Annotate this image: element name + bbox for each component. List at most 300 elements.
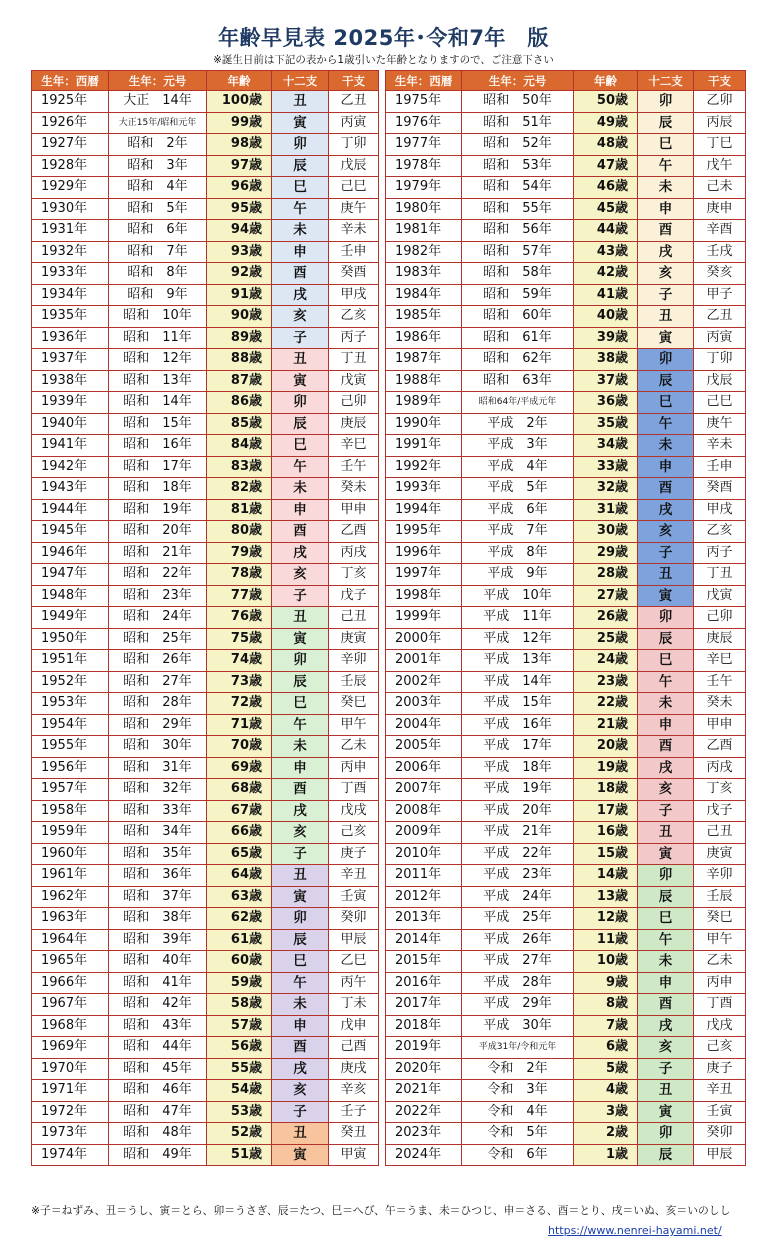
zodiac-cell: 卯 (272, 908, 329, 930)
age-cell: 79歳 (207, 542, 272, 564)
era-year-cell: 平成 30年 (462, 1015, 574, 1037)
table-row (32, 435, 379, 457)
table-row (32, 585, 379, 607)
age-cell: 31歳 (574, 499, 638, 521)
kanshi-cell: 乙未 (694, 951, 746, 973)
table-row (32, 220, 379, 242)
table-row (32, 1101, 379, 1123)
zodiac-cell: 未 (638, 177, 694, 199)
age-cell: 78歳 (207, 564, 272, 586)
kanshi-cell: 庚寅 (694, 843, 746, 865)
era-year-cell: 昭和 11年 (109, 327, 207, 349)
table-row (32, 865, 379, 887)
age-cell: 88歳 (207, 349, 272, 371)
birth-year-cell: 1998年 (386, 585, 462, 607)
birth-year-cell: 1997年 (386, 564, 462, 586)
era-year-cell: 昭和 7年 (109, 241, 207, 263)
table-row (32, 757, 379, 779)
age-cell: 92歳 (207, 263, 272, 285)
birth-year-cell: 1957年 (32, 779, 109, 801)
age-cell: 43歳 (574, 241, 638, 263)
kanshi-cell: 癸未 (694, 693, 746, 715)
table-row (386, 392, 746, 414)
zodiac-cell: 丑 (272, 349, 329, 371)
era-year-cell: 昭和 18年 (109, 478, 207, 500)
birth-year-cell: 2004年 (386, 714, 462, 736)
birth-year-cell: 1945年 (32, 521, 109, 543)
zodiac-cell: 申 (638, 198, 694, 220)
header-gengo: 生年：元号 (462, 71, 574, 91)
zodiac-cell: 未 (272, 994, 329, 1016)
birth-year-cell: 1990年 (386, 413, 462, 435)
kanshi-cell: 戊戌 (694, 1015, 746, 1037)
era-year-cell: 昭和 6年 (109, 220, 207, 242)
era-year-cell: 昭和 50年 (462, 91, 574, 113)
table-row (32, 671, 379, 693)
table-row (386, 564, 746, 586)
era-year-cell: 平成 5年 (462, 478, 574, 500)
age-cell: 48歳 (574, 134, 638, 156)
era-year-cell: 昭和 20年 (109, 521, 207, 543)
table-row (386, 714, 746, 736)
zodiac-cell: 未 (272, 736, 329, 758)
birth-year-cell: 2007年 (386, 779, 462, 801)
age-cell: 25歳 (574, 628, 638, 650)
birth-year-cell: 2017年 (386, 994, 462, 1016)
table-row (32, 306, 379, 328)
age-cell: 74歳 (207, 650, 272, 672)
era-year-cell: 昭和 48年 (109, 1123, 207, 1145)
kanshi-cell: 癸酉 (329, 263, 379, 285)
zodiac-cell: 辰 (638, 628, 694, 650)
era-year-cell: 平成 29年 (462, 994, 574, 1016)
era-year-cell: 昭和 54年 (462, 177, 574, 199)
age-cell: 95歳 (207, 198, 272, 220)
zodiac-cell: 辰 (272, 413, 329, 435)
kanshi-cell: 甲申 (329, 499, 379, 521)
era-year-cell: 昭和 22年 (109, 564, 207, 586)
era-year-cell: 令和 4年 (462, 1101, 574, 1123)
zodiac-cell: 申 (272, 499, 329, 521)
kanshi-cell: 庚子 (329, 843, 379, 865)
age-cell: 66歳 (207, 822, 272, 844)
kanshi-cell: 戊辰 (329, 155, 379, 177)
table-row (32, 693, 379, 715)
birth-year-cell: 1929年 (32, 177, 109, 199)
zodiac-cell: 丑 (272, 91, 329, 113)
kanshi-cell: 丙寅 (694, 327, 746, 349)
zodiac-cell: 辰 (638, 112, 694, 134)
zodiac-cell: 酉 (272, 1037, 329, 1059)
birth-year-cell: 1943年 (32, 478, 109, 500)
kanshi-cell: 戊午 (694, 155, 746, 177)
age-cell: 40歳 (574, 306, 638, 328)
era-year-cell: 昭和 33年 (109, 800, 207, 822)
kanshi-cell: 辛卯 (694, 865, 746, 887)
table-row (32, 521, 379, 543)
zodiac-cell: 酉 (638, 478, 694, 500)
zodiac-cell: 戌 (638, 757, 694, 779)
era-year-cell: 昭和 21年 (109, 542, 207, 564)
era-year-cell: 昭和 52年 (462, 134, 574, 156)
zodiac-cell: 寅 (272, 886, 329, 908)
birth-year-cell: 2009年 (386, 822, 462, 844)
kanshi-cell: 辛亥 (329, 1080, 379, 1102)
era-year-cell: 平成 18年 (462, 757, 574, 779)
era-year-cell: 昭和 24年 (109, 607, 207, 629)
header-age: 年齢 (574, 71, 638, 91)
age-cell: 80歳 (207, 521, 272, 543)
era-year-cell: 昭和 47年 (109, 1101, 207, 1123)
era-year-cell: 昭和 43年 (109, 1015, 207, 1037)
zodiac-cell: 午 (638, 155, 694, 177)
birth-year-cell: 2016年 (386, 972, 462, 994)
birth-year-cell: 1977年 (386, 134, 462, 156)
zodiac-cell: 寅 (272, 1144, 329, 1166)
table-row (386, 134, 746, 156)
table-row (32, 908, 379, 930)
kanshi-cell: 乙酉 (329, 521, 379, 543)
age-cell: 76歳 (207, 607, 272, 629)
birth-year-cell: 1968年 (32, 1015, 109, 1037)
birth-year-cell: 1973年 (32, 1123, 109, 1145)
table-row (386, 1037, 746, 1059)
age-cell: 61歳 (207, 929, 272, 951)
age-cell: 58歳 (207, 994, 272, 1016)
table-row (386, 91, 746, 113)
birth-year-cell: 1971年 (32, 1080, 109, 1102)
age-cell: 26歳 (574, 607, 638, 629)
era-year-cell: 平成 17年 (462, 736, 574, 758)
table-row (386, 413, 746, 435)
kanshi-cell: 甲寅 (329, 1144, 379, 1166)
table-row (386, 327, 746, 349)
era-year-cell: 平成 8年 (462, 542, 574, 564)
age-cell: 4歳 (574, 1080, 638, 1102)
zodiac-cell: 丑 (272, 607, 329, 629)
birth-year-cell: 1972年 (32, 1101, 109, 1123)
kanshi-cell: 戊子 (694, 800, 746, 822)
kanshi-cell: 庚申 (694, 198, 746, 220)
zodiac-cell: 子 (272, 1101, 329, 1123)
header-zodiac: 十二支 (272, 71, 329, 91)
birthday-note: ※誕生日前は下記の表から1歳引いた年齢となりますので、ご注意下さい (213, 54, 554, 66)
zodiac-cell: 卯 (638, 91, 694, 113)
kanshi-cell: 己酉 (329, 1037, 379, 1059)
kanshi-cell: 辛未 (694, 435, 746, 457)
era-year-cell: 昭和 37年 (109, 886, 207, 908)
zodiac-cell: 子 (638, 284, 694, 306)
era-year-cell: 平成 27年 (462, 951, 574, 973)
table-row (386, 1123, 746, 1145)
age-cell: 3歳 (574, 1101, 638, 1123)
kanshi-cell: 甲戌 (694, 499, 746, 521)
table-row (386, 757, 746, 779)
kanshi-cell: 辛丑 (329, 865, 379, 887)
age-cell: 52歳 (207, 1123, 272, 1145)
zodiac-cell: 未 (272, 478, 329, 500)
kanshi-cell: 壬申 (694, 456, 746, 478)
table-row (386, 177, 746, 199)
era-year-cell: 昭和 32年 (109, 779, 207, 801)
era-year-cell: 昭和 13年 (109, 370, 207, 392)
zodiac-cell: 申 (272, 757, 329, 779)
table-row (386, 628, 746, 650)
kanshi-cell: 庚辰 (694, 628, 746, 650)
zodiac-cell: 戌 (272, 1058, 329, 1080)
era-year-cell: 昭和 55年 (462, 198, 574, 220)
birth-year-cell: 2008年 (386, 800, 462, 822)
zodiac-cell: 巳 (638, 134, 694, 156)
birth-year-cell: 1936年 (32, 327, 109, 349)
birth-year-cell: 1978年 (386, 155, 462, 177)
table-row (32, 478, 379, 500)
kanshi-cell: 庚辰 (329, 413, 379, 435)
birth-year-cell: 1925年 (32, 91, 109, 113)
kanshi-cell: 辛卯 (329, 650, 379, 672)
age-cell: 9歳 (574, 972, 638, 994)
birth-year-cell: 1976年 (386, 112, 462, 134)
kanshi-cell: 壬辰 (694, 886, 746, 908)
zodiac-cell: 戌 (638, 499, 694, 521)
age-cell: 38歳 (574, 349, 638, 371)
era-year-cell: 昭和 59年 (462, 284, 574, 306)
kanshi-cell: 癸巳 (694, 908, 746, 930)
zodiac-cell: 未 (272, 220, 329, 242)
zodiac-cell: 戌 (638, 1015, 694, 1037)
era-year-cell: 昭和 57年 (462, 241, 574, 263)
zodiac-cell: 酉 (272, 521, 329, 543)
age-cell: 94歳 (207, 220, 272, 242)
age-cell: 39歳 (574, 327, 638, 349)
birth-year-cell: 1951年 (32, 650, 109, 672)
kanshi-cell: 丁丑 (329, 349, 379, 371)
kanshi-cell: 壬申 (329, 241, 379, 263)
age-cell: 23歳 (574, 671, 638, 693)
age-cell: 77歳 (207, 585, 272, 607)
era-year-cell: 昭和 27年 (109, 671, 207, 693)
age-cell: 54歳 (207, 1080, 272, 1102)
era-year-cell: 令和 5年 (462, 1123, 574, 1145)
era-year-cell: 昭和 53年 (462, 155, 574, 177)
zodiac-cell: 寅 (272, 112, 329, 134)
kanshi-cell: 壬戌 (694, 241, 746, 263)
kanshi-cell: 辛巳 (329, 435, 379, 457)
birth-year-cell: 1935年 (32, 306, 109, 328)
birth-year-cell: 2003年 (386, 693, 462, 715)
age-cell: 69歳 (207, 757, 272, 779)
table-row (32, 886, 379, 908)
age-cell: 56歳 (207, 1037, 272, 1059)
birth-year-cell: 1981年 (386, 220, 462, 242)
age-cell: 21歳 (574, 714, 638, 736)
kanshi-cell: 己丑 (329, 607, 379, 629)
birth-year-cell: 1989年 (386, 392, 462, 414)
birth-year-cell: 1947年 (32, 564, 109, 586)
birth-year-cell: 1953年 (32, 693, 109, 715)
kanshi-cell: 癸未 (329, 478, 379, 500)
age-cell: 51歳 (207, 1144, 272, 1166)
birth-year-cell: 2023年 (386, 1123, 462, 1145)
zodiac-cell: 丑 (638, 1080, 694, 1102)
birth-year-cell: 1942年 (32, 456, 109, 478)
birth-year-cell: 1941年 (32, 435, 109, 457)
age-cell: 7歳 (574, 1015, 638, 1037)
table-row (32, 1058, 379, 1080)
birth-year-cell: 1961年 (32, 865, 109, 887)
table-row (32, 843, 379, 865)
kanshi-cell: 壬午 (694, 671, 746, 693)
header-kanshi: 干支 (329, 71, 379, 91)
birth-year-cell: 1952年 (32, 671, 109, 693)
birth-year-cell: 2002年 (386, 671, 462, 693)
era-year-cell: 昭和 34年 (109, 822, 207, 844)
kanshi-cell: 癸丑 (329, 1123, 379, 1145)
birth-year-cell: 1948年 (32, 585, 109, 607)
birth-year-cell: 1992年 (386, 456, 462, 478)
birth-year-cell: 1946年 (32, 542, 109, 564)
table-row (32, 1080, 379, 1102)
kanshi-cell: 甲申 (694, 714, 746, 736)
zodiac-cell: 巳 (638, 908, 694, 930)
age-cell: 53歳 (207, 1101, 272, 1123)
kanshi-cell: 乙丑 (329, 91, 379, 113)
birth-year-cell: 2021年 (386, 1080, 462, 1102)
birth-year-cell: 1994年 (386, 499, 462, 521)
age-cell: 32歳 (574, 478, 638, 500)
kanshi-cell: 己亥 (694, 1037, 746, 1059)
kanshi-cell: 辛未 (329, 220, 379, 242)
era-year-cell: 平成 10年 (462, 585, 574, 607)
birth-year-cell: 1996年 (386, 542, 462, 564)
table-row (386, 542, 746, 564)
table-row (32, 607, 379, 629)
kanshi-cell: 戊子 (329, 585, 379, 607)
age-cell: 45歳 (574, 198, 638, 220)
age-table-right (385, 70, 746, 1166)
era-year-cell: 昭和 35年 (109, 843, 207, 865)
kanshi-cell: 辛丑 (694, 1080, 746, 1102)
zodiac-cell: 辰 (638, 370, 694, 392)
era-year-cell: 昭和 49年 (109, 1144, 207, 1166)
age-cell: 67歳 (207, 800, 272, 822)
era-year-cell: 昭和64年/平成元年 (462, 392, 574, 414)
age-cell: 19歳 (574, 757, 638, 779)
age-cell: 37歳 (574, 370, 638, 392)
age-cell: 68歳 (207, 779, 272, 801)
age-cell: 36歳 (574, 392, 638, 414)
era-year-cell: 平成 12年 (462, 628, 574, 650)
zodiac-cell: 巳 (638, 650, 694, 672)
age-cell: 72歳 (207, 693, 272, 715)
zodiac-cell: 子 (272, 327, 329, 349)
age-cell: 82歳 (207, 478, 272, 500)
zodiac-cell: 辰 (272, 671, 329, 693)
table-row (386, 951, 746, 973)
age-cell: 70歳 (207, 736, 272, 758)
table-row (32, 241, 379, 263)
kanshi-cell: 己卯 (329, 392, 379, 414)
header-zodiac: 十二支 (638, 71, 694, 91)
table-row (386, 456, 746, 478)
birth-year-cell: 1967年 (32, 994, 109, 1016)
table-row (386, 1015, 746, 1037)
zodiac-cell: 卯 (638, 607, 694, 629)
header-gengo: 生年：元号 (109, 71, 207, 91)
birth-year-cell: 1958年 (32, 800, 109, 822)
zodiac-cell: 寅 (272, 370, 329, 392)
site-url-link[interactable]: https://www.nenrei-hayami.net/ (548, 1224, 722, 1237)
era-year-cell: 昭和 16年 (109, 435, 207, 457)
kanshi-cell: 戊申 (329, 1015, 379, 1037)
age-cell: 65歳 (207, 843, 272, 865)
era-year-cell: 平成 22年 (462, 843, 574, 865)
birth-year-cell: 1938年 (32, 370, 109, 392)
table-row (32, 112, 379, 134)
kanshi-cell: 丁卯 (694, 349, 746, 371)
era-year-cell: 平成 19年 (462, 779, 574, 801)
zodiac-cell: 酉 (638, 736, 694, 758)
kanshi-cell: 乙未 (329, 736, 379, 758)
era-year-cell: 昭和 19年 (109, 499, 207, 521)
age-cell: 97歳 (207, 155, 272, 177)
age-cell: 11歳 (574, 929, 638, 951)
era-year-cell: 昭和 31年 (109, 757, 207, 779)
zodiac-cell: 卯 (638, 1123, 694, 1145)
zodiac-cell: 丑 (272, 865, 329, 887)
table-row (32, 929, 379, 951)
kanshi-cell: 辛酉 (694, 220, 746, 242)
age-cell: 55歳 (207, 1058, 272, 1080)
kanshi-cell: 庚子 (694, 1058, 746, 1080)
age-cell: 60歳 (207, 951, 272, 973)
table-row (386, 1058, 746, 1080)
zodiac-cell: 卯 (638, 865, 694, 887)
kanshi-cell: 己未 (694, 177, 746, 199)
era-year-cell: 平成 2年 (462, 413, 574, 435)
age-cell: 22歳 (574, 693, 638, 715)
zodiac-cell: 亥 (272, 1080, 329, 1102)
table-row (386, 1144, 746, 1166)
age-cell: 44歳 (574, 220, 638, 242)
table-row (386, 650, 746, 672)
era-year-cell: 平成 24年 (462, 886, 574, 908)
zodiac-cell: 午 (272, 456, 329, 478)
era-year-cell: 昭和 61年 (462, 327, 574, 349)
table-row (32, 972, 379, 994)
age-cell: 16歳 (574, 822, 638, 844)
kanshi-cell: 丁亥 (694, 779, 746, 801)
era-year-cell: 昭和 23年 (109, 585, 207, 607)
zodiac-legend: ※子＝ねずみ、丑＝うし、寅＝とら、卯＝うさぎ、辰＝たつ、巳＝へび、午＝うま、未＝ひつじ、申＝さる、酉＝とり、戌＝いぬ、亥＝いのしし (31, 1204, 731, 1217)
age-cell: 73歳 (207, 671, 272, 693)
zodiac-cell: 寅 (638, 843, 694, 865)
age-cell: 2歳 (574, 1123, 638, 1145)
table-row (32, 327, 379, 349)
birth-year-cell: 1964年 (32, 929, 109, 951)
kanshi-cell: 乙亥 (694, 521, 746, 543)
zodiac-cell: 巳 (272, 435, 329, 457)
birth-year-cell: 2019年 (386, 1037, 462, 1059)
age-cell: 81歳 (207, 499, 272, 521)
kanshi-cell: 庚午 (694, 413, 746, 435)
zodiac-cell: 酉 (638, 220, 694, 242)
birth-year-cell: 1926年 (32, 112, 109, 134)
zodiac-cell: 亥 (638, 263, 694, 285)
age-cell: 27歳 (574, 585, 638, 607)
zodiac-cell: 寅 (638, 327, 694, 349)
age-cell: 28歳 (574, 564, 638, 586)
